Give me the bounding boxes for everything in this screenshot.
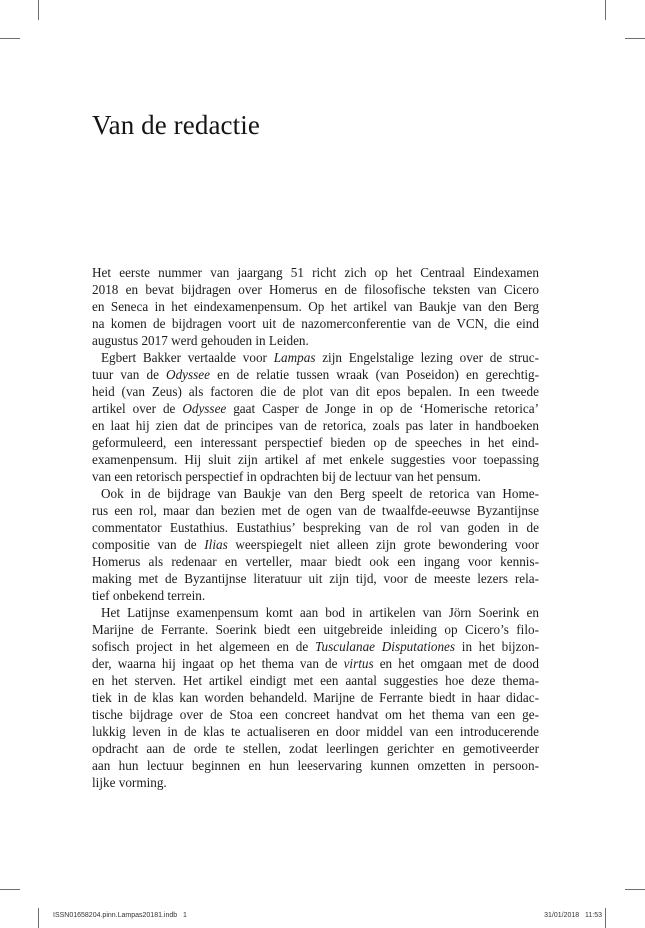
text-segment: tief onbekend terrein.: [92, 588, 206, 603]
text-segment: en het omgaan met de dood: [373, 656, 539, 671]
text-segment: heid (van Zeus) als factoren die de plot van dit epos bepalen. In een tweede: [92, 384, 539, 399]
text-segment: augustus 2017 werd gehouden in Leiden.: [92, 333, 309, 348]
text-segment: examenpensum. Hij sluit zijn artikel af met enkele suggesties voor toepassing: [92, 452, 539, 467]
text-segment: lukkig leven in de klas te actualiseren en door middel van een introducerende: [92, 724, 539, 739]
italic-title: Odyssee: [166, 367, 210, 382]
text-segment: van een retorisch perspectief in opdrachten bij de lectuur van het pensum.: [92, 469, 481, 484]
text-segment: weerspiegelt niet alleen zijn grote bewondering voor: [227, 537, 539, 552]
text-segment: geformuleerd, een interessant perspectief bieden op de speeches in het eind-: [92, 435, 539, 450]
text-line: [92, 655, 539, 672]
paragraph: [92, 485, 539, 604]
text-line: [92, 315, 539, 332]
footer-file-info: ISSN01658204.pinn.Lampas20181.indb 1: [53, 912, 187, 919]
page-title: Van de redactie: [92, 110, 260, 140]
paragraph: [92, 604, 539, 791]
paragraph: [92, 349, 539, 485]
italic-title: virtus: [343, 656, 374, 671]
text-line: [92, 451, 539, 468]
crop-mark-top-left-horizontal: [0, 38, 20, 39]
text-segment: lijke vorming.: [92, 775, 167, 790]
text-segment: tuur van de: [92, 367, 167, 382]
text-line: [92, 604, 539, 621]
text-segment: en laat hij zien dat de principes van de retorica, zoals pas later in handboeken: [92, 418, 539, 433]
text-line: [92, 281, 539, 298]
text-segment: na komen de bijdragen voort uit de nazomerconferentie van de VCN, die eind: [92, 316, 539, 331]
italic-title: Lampas: [273, 350, 316, 365]
text-segment: en het sterven. Het artikel eindigt met een aantal suggesties hoe deze thema-: [92, 673, 539, 688]
text-line: [92, 706, 539, 723]
text-segment: aan hun lectuur beginnen en hun leeservaring kunnen omzetten in persoon-: [92, 758, 539, 773]
text-line: [92, 417, 539, 434]
text-line: [92, 689, 539, 706]
crop-mark-bottom-right-vertical: [605, 908, 606, 928]
text-line: [92, 774, 539, 791]
text-line: [92, 740, 539, 757]
text-line: [92, 502, 539, 519]
crop-mark-bottom-left-horizontal: [0, 889, 20, 890]
text-segment: artikel over de: [92, 401, 183, 416]
text-line: [92, 298, 539, 315]
text-line: [92, 672, 539, 689]
text-segment: Het eerste nummer van jaargang 51 richt zich op het Centraal Eindexamen: [92, 265, 539, 280]
text-segment: der, waarna hij ingaat op het thema van de: [92, 656, 344, 671]
text-line: [92, 536, 539, 553]
text-segment: rus een rol, maar dan bezien met de ogen van de twaalfde-eeuwse Byzantijnse: [92, 503, 539, 518]
text-segment: tiek in de klas kan worden behandeld. Marijne de Ferrante biedt in haar didac-: [92, 690, 539, 705]
crop-mark-bottom-left-vertical: [38, 908, 39, 928]
italic-title: Tusculanae Disputationes: [314, 639, 456, 654]
paragraph: [92, 264, 539, 349]
text-segment: en Seneca in het eindexamenpensum. Op het artikel van Baukje van den Berg: [92, 299, 539, 314]
text-segment: en de relatie tussen wraak (van Poseidon) en gerechtig-: [210, 367, 540, 382]
text-segment: Egbert Bakker vertaalde voor: [101, 350, 274, 365]
text-segment: sofisch project in het algemeen en de: [92, 639, 315, 654]
text-segment: opdracht aan de orde te stellen, zodat leerlingen gerichter en gemotiveerder: [92, 741, 539, 756]
text-segment: compositie van de: [92, 537, 205, 552]
italic-title: Ilias: [204, 537, 228, 552]
text-segment: Ook in de bijdrage van Baukje van den Berg speelt de retorica van Home-: [101, 486, 539, 501]
text-line: [92, 587, 539, 604]
text-segment: in het bijzon-: [455, 639, 539, 654]
text-segment: zijn Engelstalige lezing over de struc-: [315, 350, 539, 365]
text-segment: 2018 en bevat bijdragen over Homerus en de filosofische teksten van Cicero: [92, 282, 539, 297]
crop-mark-bottom-right-horizontal: [625, 889, 645, 890]
text-segment: commentator Eustathius. Eustathius’ bespreking van de rol van goden in de: [92, 520, 539, 535]
crop-mark-top-right-vertical: [605, 0, 606, 20]
text-segment: Homerus als redenaar en verteller, maar biedt ook een ingang voor kennis-: [92, 554, 539, 569]
text-line: [92, 485, 539, 502]
text-line: [92, 570, 539, 587]
text-segment: making met de Byzantijnse literatuur uit zijn tijd, voor de meeste lezers rela-: [92, 571, 539, 586]
editorial-body: [92, 264, 539, 791]
crop-mark-top-left-vertical: [38, 0, 39, 20]
text-line: [92, 366, 539, 383]
text-line: [92, 434, 539, 451]
text-line: [92, 519, 539, 536]
text-segment: tische bijdrage over de Stoa een concreet handvat om het thema van een ge-: [92, 707, 539, 722]
text-line: [92, 621, 539, 638]
text-line: [92, 638, 539, 655]
text-line: [92, 264, 539, 281]
crop-mark-top-right-horizontal: [625, 38, 645, 39]
text-segment: gaat Casper de Jonge in op de ‘Homerische retorica’: [226, 401, 539, 416]
text-line: [92, 332, 539, 349]
text-line: [92, 383, 539, 400]
text-line: [92, 349, 539, 366]
text-segment: Marijne de Ferrante. Soerink biedt een uitgebreide inleiding op Cicero’s filo-: [92, 622, 539, 637]
text-line: [92, 723, 539, 740]
text-line: [92, 757, 539, 774]
text-line: [92, 468, 539, 485]
italic-title: Odyssee: [182, 401, 227, 416]
text-line: [92, 400, 539, 417]
text-segment: Het Latijnse examenpensum komt aan bod in artikelen van Jörn Soerink en: [101, 605, 539, 620]
text-line: [92, 553, 539, 570]
footer-timestamp: 31/01/2018 11:53: [544, 912, 602, 919]
